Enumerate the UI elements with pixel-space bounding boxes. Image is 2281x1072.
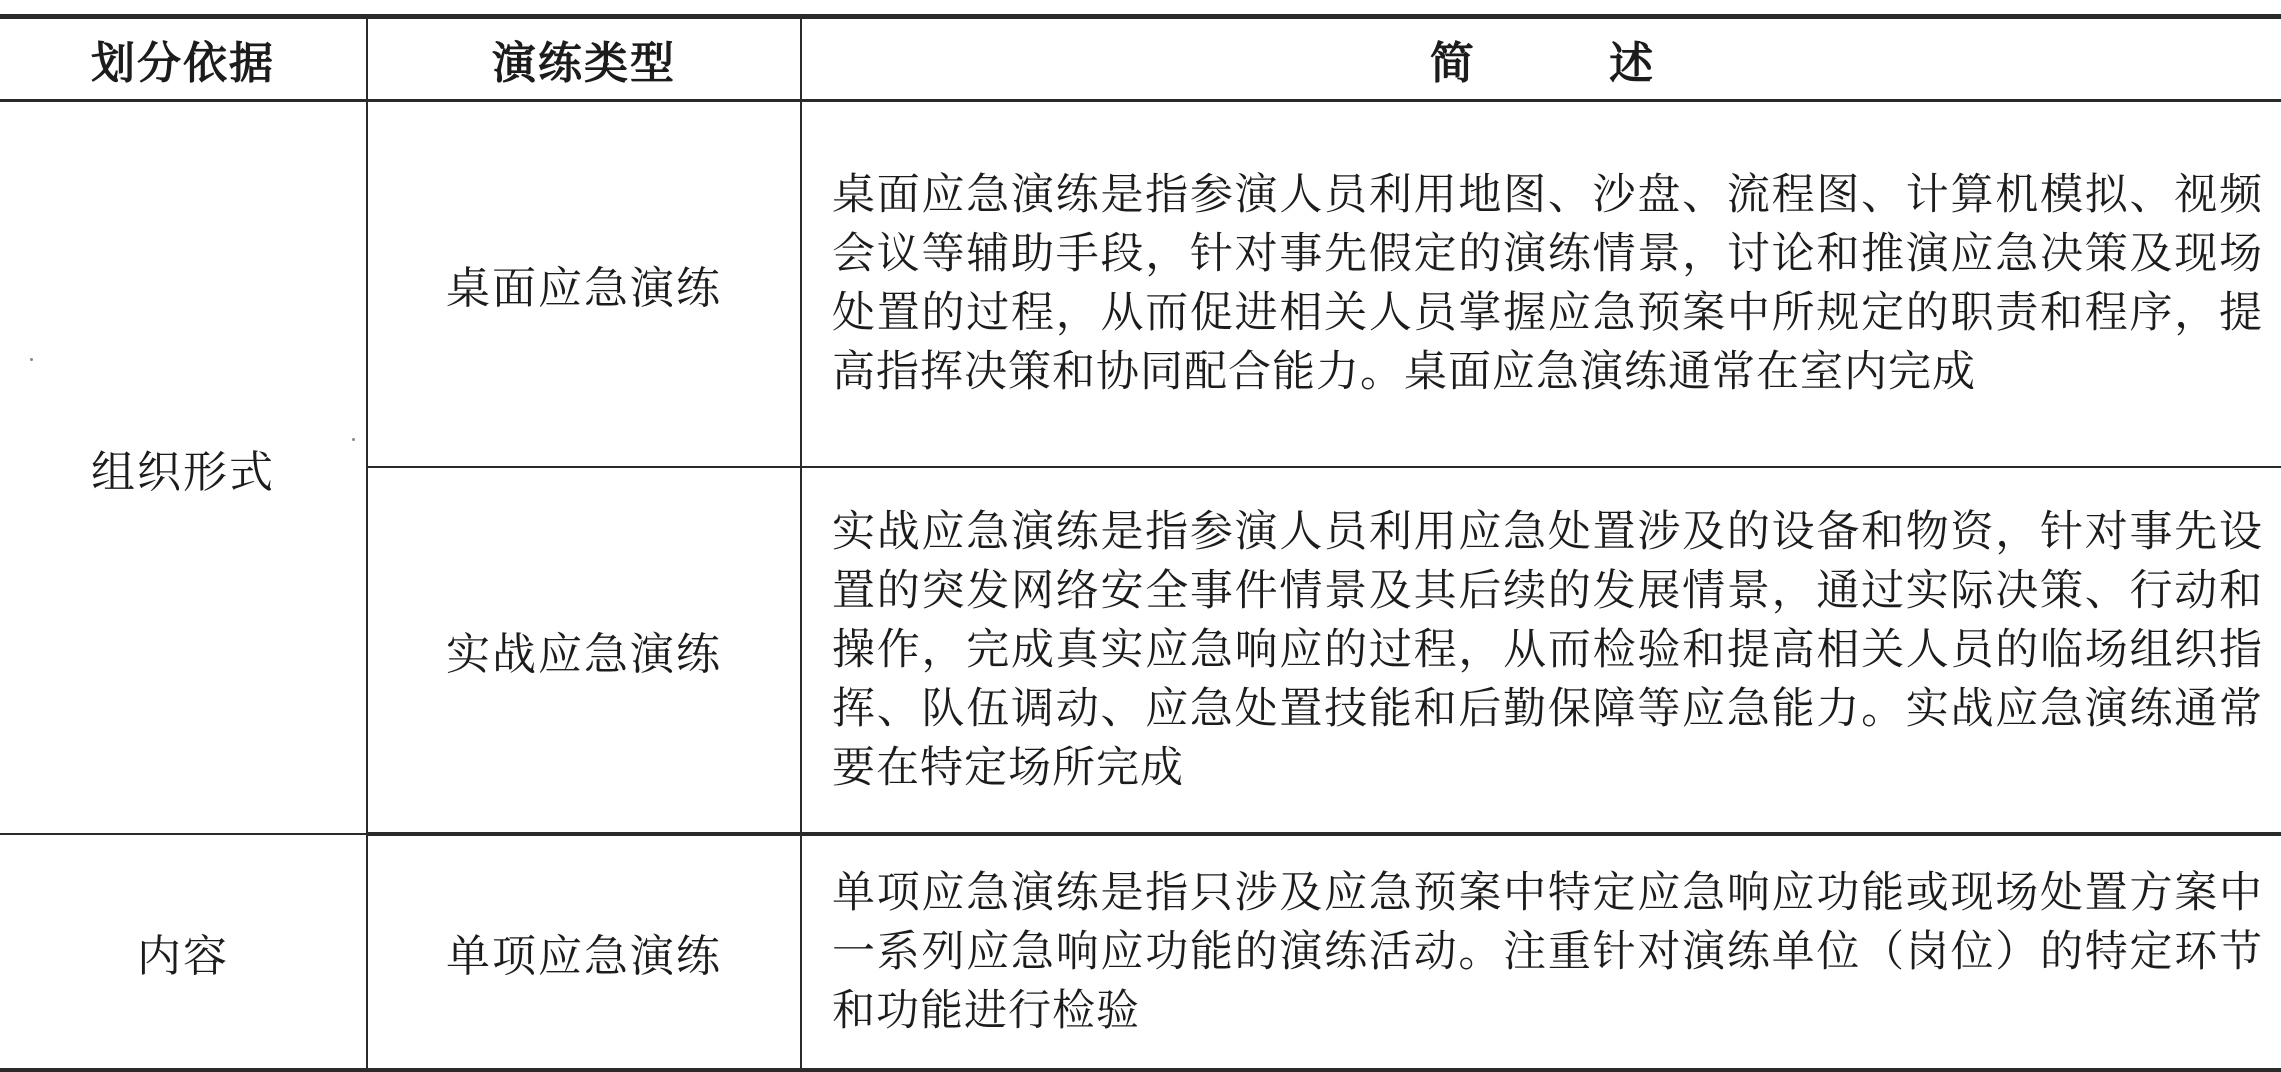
table-row (0, 834, 2281, 1070)
description-cell: 实战应急演练是指参演人员利用应急处置涉及的设备和物资，针对事先设置的突发网络安全事件情景及其后续的发展情景，通过实际决策、行动和操作，完成真实应急响应的过程，从而检验和提高相关人员的临场组织指挥、队伍调动、应急处置技能和后勤保障等应急能力。实战应急演练通常要在特定场所完成 (801, 467, 2281, 834)
table-header-row (0, 17, 2281, 101)
description-cell: 单项应急演练是指只涉及应急预案中特定应急响应功能或现场处置方案中一系列应急响应功能的演练活动。注重针对演练单位（岗位）的特定环节和功能进行检验 (801, 834, 2281, 1070)
header-classification-basis: 划分依据 (0, 17, 367, 101)
table-row (0, 101, 2281, 468)
group-organization-form: 组织形式 (0, 101, 367, 835)
drill-type-cell: 实战应急演练 (367, 467, 801, 834)
drill-type-cell: 单项应急演练 (367, 834, 801, 1070)
group-content: 内容 (0, 834, 367, 1070)
header-drill-type: 演练类型 (367, 17, 801, 101)
header-description: 简 述 (801, 17, 2281, 101)
emergency-drill-table (0, 14, 2281, 1072)
drill-type-cell: 桌面应急演练 (367, 101, 801, 468)
description-cell: 桌面应急演练是指参演人员利用地图、沙盘、流程图、计算机模拟、视频会议等辅助手段，针对事先假定的演练情景，讨论和推演应急决策及现场处置的过程，从而促进相关人员掌握应急预案中所规定的职责和程序，提高指挥决策和协同配合能力。桌面应急演练通常在室内完成 (801, 101, 2281, 468)
